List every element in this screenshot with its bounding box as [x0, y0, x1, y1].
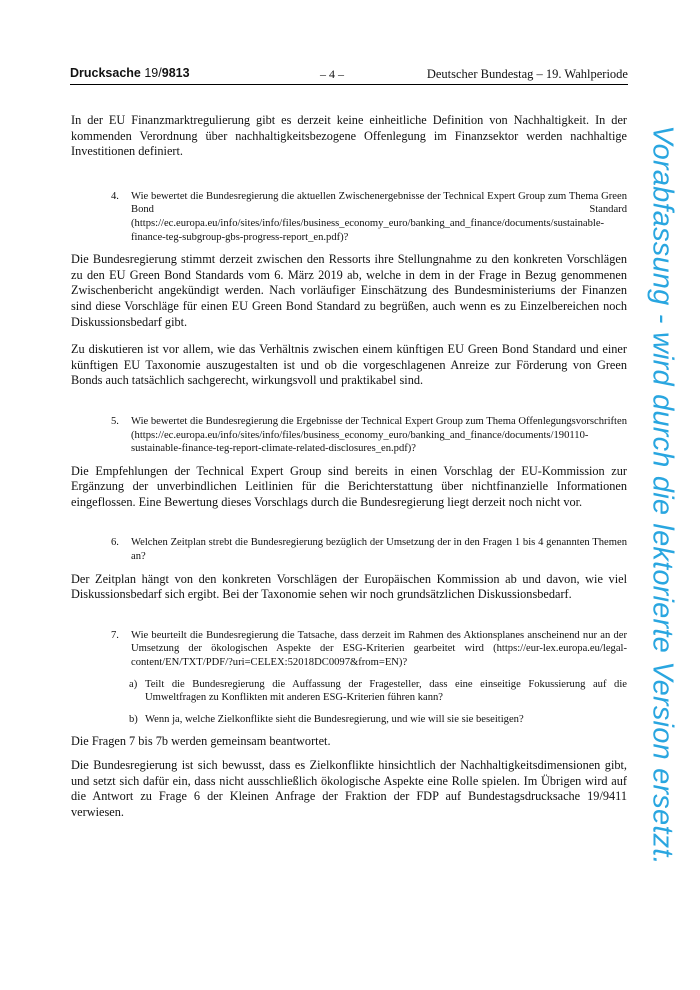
subquestion-text: Wenn ja, welche Zielkonflikte sieht die Bundesregierung, und wie will sie sie beseitigen? [145, 713, 524, 725]
question-number: 6. [111, 537, 119, 549]
subquestion-label: b) [129, 713, 138, 725]
question-number: 4. [111, 190, 119, 202]
answer-4-paragraph-2: Zu diskutieren ist vor allem, wie das Verhältnis zwischen einem künftigen EU Green Bond Standard und einer künftigen EU Taxonomie auszugestalten ist und ob die vorgeschlagenen Anreize zur Förderung von Green Bonds auch tatsächlich sachgerecht, wirkungsvoll und praktikabel sind. [71, 342, 627, 388]
question-6 [71, 536, 627, 563]
question-text: Wie beurteilt die Bundesregierung die Tatsache, dass derzeit im Rahmen des Aktionsplanes anscheinend nur an der Umsetzung der ökologischen Aspekte der ESG-Kriterien gearbeitet wird (https://eur-lex.europa.eu/legal-content/EN/TXT/PDF/?uri=CELEX:52018DC0097&from=EN)? [131, 629, 627, 669]
question-5 [71, 415, 627, 456]
question-7 [71, 629, 627, 670]
document-label: Drucksache [70, 66, 141, 80]
document-series: 19/ [144, 66, 162, 80]
question-text: Wie bewertet die Bundesregierung die aktuellen Zwischenergebnisse der Technical Expert Group zum Thema Green Bond Standard (https://ec.europa.eu/info/sites/info/files/business_economy_euro/banking_and_finance/documents/sustainable-finance-teg-subgroup-gbs-progress-report_en.pdf)? [131, 190, 627, 243]
answer-4-paragraph-1: Die Bundesregierung stimmt derzeit zwischen den Ressorts ihre Stellungnahme zu den konkreten Vorschlägen zu den EU Green Bond Standards vom 6. März 2019 ab, welche in dem in der Frage in Bezug genommenen Zwischenbericht angekündigt werden. Nach vorläufiger Einschätzung des Bundesministeriums der Finanzen sind diese Vorschläge für einen EU Green Bond Standard zu begrüßen, auch wenn es zu Einzelbereichen noch Diskussionsbedarf gibt. [71, 252, 627, 329]
document-id: 9813 [161, 66, 190, 80]
page-number: – 4 – [320, 67, 344, 81]
question-text: Wie bewertet die Bundesregierung die Ergebnisse der Technical Expert Group zum Thema Offenlegungsvorschriften (https://ec.europa.eu/info/sites/info/files/business_economy_euro/banking_and_finance/documents/190110-sustainable-finance-teg-report-climate-related-disclosures_en.pdf)? [131, 415, 627, 455]
question-text: Welchen Zeitplan strebt die Bundesregierung bezüglich der Umsetzung der in den Fragen 1 bis 4 genannten Themen an? [131, 537, 627, 563]
question-number: 5. [111, 415, 119, 427]
answer-7-note: Die Fragen 7 bis 7b werden gemeinsam beantwortet. [71, 734, 331, 749]
subquestion-text: Teilt die Bundesregierung die Auffassung der Fragesteller, dass eine einseitige Fokussierung auf die Umweltfragen zu Konflikten mit anderen ESG-Kriterien führen kann? [145, 678, 627, 704]
question-4 [71, 190, 627, 244]
parliament-label: Deutscher Bundestag – 19. Wahlperiode [426, 67, 628, 81]
question-number: 7. [111, 629, 119, 641]
answer-7: Die Bundesregierung ist sich bewusst, dass es Zielkonflikte hinsichtlich der Nachhaltigkeitsdimensionen gibt, und setzt sich dafür ein, dass nicht ausschließlich ökologische Aspekte eine Rolle spielen. Im Übrigen wird auf die Antwort zu Frage 6 der Kleinen Anfrage der Fraktion der FDP auf Bundestagsdrucksache 19/9411 verwiesen. [71, 758, 627, 819]
watermark-text: Vorabfassung - wird durch die lektorierte Version ersetzt. [646, 125, 679, 865]
document-body [71, 113, 627, 832]
answer-5: Die Empfehlungen der Technical Expert Group sind bereits in einen Vorschlag der EU-Kommission zur Ergänzung der unverbindlichen Leitlinien für die Berichterstattung über nichtfinanzielle Informationen eingeflossen. Eine Bewertung dieses Vorschlags durch die Bundesregierung liegt derzeit noch nicht vor. [71, 463, 627, 509]
subquestion-label: a) [129, 678, 138, 690]
question-7b [71, 713, 627, 727]
question-7a [71, 678, 627, 705]
intro-paragraph: In der EU Finanzmarktregulierung gibt es derzeit keine einheitliche Definition von Nachhaltigkeit. In der kommenden Verordnung über nachhaltigkeitsbezogene Offenlegung im Finanzsektor werden nachhaltige Investitionen definiert. [71, 113, 627, 159]
page-header [70, 66, 628, 85]
document-number [70, 66, 190, 80]
answer-6: Der Zeitplan hängt von den konkreten Vorschlägen der Europäischen Kommission ab und davon, wie viel Diskussionsbedarf sich ergibt. Bei der Taxonomie sehen wir noch grundsätzlichen Diskussionsbedarf. [71, 571, 627, 602]
